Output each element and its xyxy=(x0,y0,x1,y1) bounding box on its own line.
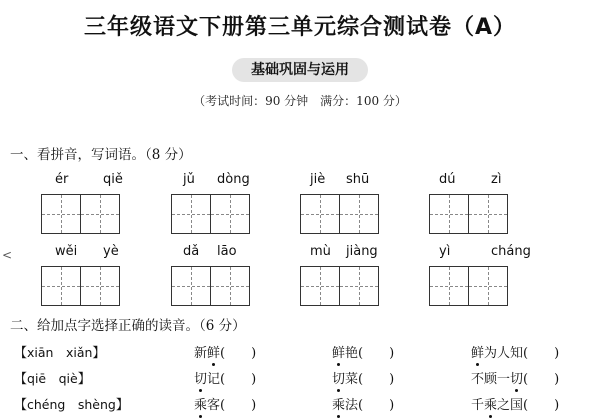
pinyin-text: cháng xyxy=(491,244,531,259)
pinyin-group xyxy=(300,244,384,314)
margin-mark: < xyxy=(2,248,13,262)
pinyin-row xyxy=(429,172,513,190)
word-item xyxy=(332,394,394,413)
writing-boxes xyxy=(41,194,119,234)
pinyin-text: qiě xyxy=(103,172,123,187)
options-text: qiē qiè xyxy=(27,371,78,386)
writing-boxes xyxy=(171,194,249,234)
answer-blank[interactable]: ( ) xyxy=(523,346,560,361)
word-item xyxy=(194,394,256,413)
reading-row xyxy=(14,368,600,390)
tian-zi-box[interactable] xyxy=(429,194,469,234)
options-text: chéng shèng xyxy=(27,397,116,412)
pinyin-group xyxy=(171,172,255,242)
word-text: 之国 xyxy=(497,398,524,413)
tian-zi-box[interactable] xyxy=(429,266,469,306)
tian-zi-box[interactable] xyxy=(468,266,508,306)
tian-zi-box[interactable] xyxy=(339,266,379,306)
answer-blank[interactable]: ( ) xyxy=(220,372,257,387)
answer-blank[interactable]: ( ) xyxy=(523,398,560,413)
dotted-character: 切 xyxy=(332,372,346,387)
dotted-character: 乘 xyxy=(332,398,346,413)
tian-zi-box[interactable] xyxy=(80,266,120,306)
pinyin-text: yì xyxy=(439,244,451,259)
word-item xyxy=(194,368,256,387)
pronunciation-options: 【chéng shèng】 xyxy=(14,397,129,413)
pinyin-text: jiè xyxy=(310,172,326,187)
tian-zi-box[interactable] xyxy=(468,194,508,234)
pinyin-group xyxy=(429,172,513,242)
pronunciation-options: 【xiān xiǎn】 xyxy=(14,345,106,361)
pinyin-text: lāo xyxy=(217,244,237,259)
tian-zi-box[interactable] xyxy=(80,194,120,234)
pronunciation-options: 【qiē qiè】 xyxy=(14,371,91,387)
options-text: xiān xiǎn xyxy=(27,345,93,360)
pinyin-row xyxy=(171,172,255,190)
tian-zi-box[interactable] xyxy=(171,266,211,306)
pinyin-text: shū xyxy=(346,172,370,187)
pinyin-group xyxy=(429,244,531,314)
tian-zi-box[interactable] xyxy=(210,194,250,234)
tian-zi-box[interactable] xyxy=(339,194,379,234)
dotted-character: 切 xyxy=(194,372,208,387)
word-item xyxy=(194,342,256,361)
dotted-character: 鲜 xyxy=(207,346,221,361)
tian-zi-box[interactable] xyxy=(171,194,211,234)
tian-zi-box[interactable] xyxy=(210,266,250,306)
word-text: 新 xyxy=(194,346,208,361)
dotted-character: 鲜 xyxy=(332,346,346,361)
pinyin-text: yè xyxy=(103,244,119,259)
page-title: 三年级语文下册第三单元综合测试卷（A） xyxy=(83,15,517,40)
answer-blank[interactable]: ( ) xyxy=(358,398,395,413)
pinyin-text: wěi xyxy=(55,244,78,259)
word-text: 菜 xyxy=(345,372,359,387)
reading-row xyxy=(14,342,600,364)
pinyin-group xyxy=(41,172,125,242)
pinyin-row xyxy=(41,244,125,262)
pinyin-text: ér xyxy=(55,172,69,187)
pinyin-group xyxy=(300,172,384,242)
writing-boxes xyxy=(171,266,249,306)
answer-blank[interactable]: ( ) xyxy=(358,346,395,361)
word-text: 法 xyxy=(345,398,359,413)
writing-boxes xyxy=(300,266,378,306)
pinyin-text: dǎ xyxy=(183,244,200,259)
tian-zi-box[interactable] xyxy=(300,194,340,234)
answer-blank[interactable]: ( ) xyxy=(523,372,560,387)
writing-boxes xyxy=(41,266,119,306)
pinyin-text: dòng xyxy=(217,172,250,187)
word-text: 不顾一 xyxy=(471,372,511,387)
dotted-character: 鲜 xyxy=(471,346,485,361)
section-2-heading: 二、给加点字选择正确的读音。（6 分） xyxy=(10,318,246,334)
tian-zi-box[interactable] xyxy=(41,266,81,306)
pinyin-row xyxy=(300,244,384,262)
word-item xyxy=(332,342,394,361)
exam-info: （考试时间：90 分钟 满分：100 分） xyxy=(193,94,407,108)
dotted-character: 乘 xyxy=(194,398,208,413)
word-text: 为人知 xyxy=(484,346,524,361)
pinyin-row xyxy=(300,172,384,190)
pinyin-row xyxy=(171,244,255,262)
section-1-heading: 一、看拼音，写词语。（8 分） xyxy=(10,147,192,163)
writing-boxes xyxy=(300,194,378,234)
word-text: 客 xyxy=(207,398,221,413)
writing-boxes xyxy=(429,194,507,234)
pinyin-row xyxy=(41,172,125,190)
pinyin-text: jǔ xyxy=(183,172,195,187)
word-item xyxy=(471,368,559,387)
word-item xyxy=(471,342,559,361)
word-text: 艳 xyxy=(345,346,359,361)
word-text: 千 xyxy=(471,398,485,413)
tian-zi-box[interactable] xyxy=(41,194,81,234)
word-item xyxy=(471,394,559,413)
word-text: 记 xyxy=(207,372,221,387)
pinyin-text: mù xyxy=(310,244,331,259)
answer-blank[interactable]: ( ) xyxy=(220,346,257,361)
subtitle-badge: 基础巩固与运用 xyxy=(232,58,368,82)
answer-blank[interactable]: ( ) xyxy=(220,398,257,413)
answer-blank[interactable]: ( ) xyxy=(358,372,395,387)
pinyin-group xyxy=(171,244,255,314)
pinyin-text: jiàng xyxy=(346,244,378,259)
dotted-character: 乘 xyxy=(484,398,498,413)
tian-zi-box[interactable] xyxy=(300,266,340,306)
writing-boxes xyxy=(429,266,507,306)
pinyin-group xyxy=(41,244,125,314)
pinyin-row xyxy=(429,244,531,262)
word-item xyxy=(332,368,394,387)
pinyin-text: dú xyxy=(439,172,456,187)
pinyin-text: zì xyxy=(491,172,502,187)
reading-row xyxy=(14,394,600,416)
dotted-character: 切 xyxy=(510,372,524,387)
